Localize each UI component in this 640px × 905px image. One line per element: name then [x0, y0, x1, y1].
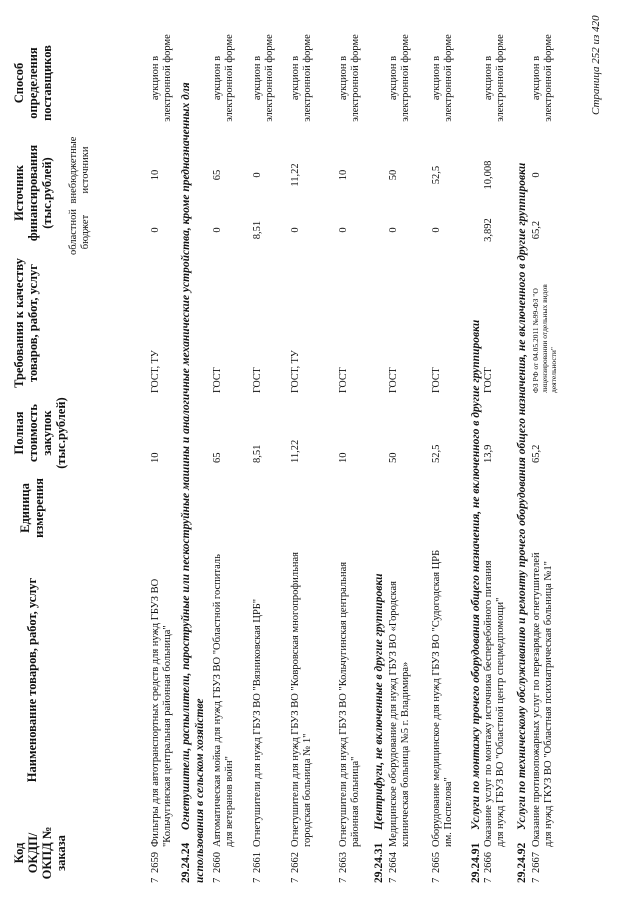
- item-requirements: ГОСТ: [388, 367, 399, 393]
- section-heading: [516, 23, 530, 883]
- header-name: Наименование товаров, работ, услуг: [25, 577, 39, 783]
- procurement-method: аукцион в электронной форме: [212, 34, 235, 122]
- source-regional-value: 0: [338, 227, 349, 233]
- row-num: 7: [338, 877, 349, 883]
- procurement-method: аукцион в электронной форме: [388, 34, 411, 122]
- section-title: Центрифуги, не включенные в другие группировки: [373, 573, 385, 830]
- item-total: 8,51: [252, 444, 263, 463]
- item-total: 52,5: [431, 444, 442, 463]
- source-extra-value: 10: [338, 169, 349, 181]
- item-name: Оборудование медицинское для нужд ГБУЗ ВО "Судогодская ЦРБ им. Поспелова": [431, 549, 454, 847]
- source-regional-value: 0: [150, 227, 161, 233]
- procurement-method: аукцион в электронной форме: [290, 34, 313, 122]
- section-title: Огнетушители, распылители, пароструйные или пескоструйные машины и аналогичные механические устройства, кроме предназначенных для использования в сельском хозяйстве: [180, 82, 206, 883]
- item-total: 13,9: [483, 444, 494, 463]
- row-num: 7: [388, 877, 399, 883]
- procurement-method: аукцион в электронной форме: [338, 34, 361, 122]
- item-name: Автоматическая мойка для нужд ГБУЗ ВО "Областной госпиталь для ветеранов войн": [212, 554, 235, 847]
- row-num: 7: [483, 877, 494, 883]
- section-heading: [470, 23, 484, 883]
- source-extra-value: 0: [531, 172, 542, 178]
- section-title: Услуги по техническому обслуживанию и ремонту прочего оборудования общего назначения, не включенного в другие группировки: [516, 162, 528, 830]
- section-heading: [180, 23, 207, 883]
- source-regional-value: 0: [212, 227, 223, 233]
- item-requirements: ГОСТ, ТУ: [150, 350, 161, 393]
- row-code: 2662: [290, 852, 301, 873]
- header-code: Код ОКДП/ ОКПД № заказа: [12, 826, 68, 880]
- procurement-method: аукцион в электронной форме: [252, 34, 275, 122]
- source-extra-value: 11,22: [290, 163, 301, 187]
- item-total: 11,22: [290, 439, 301, 463]
- source-extra-value: 65: [212, 169, 223, 181]
- source-regional-value: 8,51: [252, 220, 263, 240]
- row-code: 2665: [431, 852, 442, 873]
- source-extra-value: 0: [252, 172, 263, 178]
- header-source: Источник финансирования (тыс.рублей): [12, 144, 54, 242]
- section-title: Услуги по монтажу прочего оборудования общего назначения, не включенного в другие группировки: [470, 319, 482, 830]
- item-requirements: ГОСТ: [483, 367, 494, 393]
- row-code: 2664: [388, 852, 399, 873]
- row-code: 2659: [150, 852, 161, 873]
- source-regional-value: 0: [388, 227, 399, 233]
- row-num: 7: [252, 877, 263, 883]
- page-footer: Страница 252 из 420: [590, 15, 602, 115]
- row-code: 2661: [252, 852, 263, 873]
- row-code: 2667: [531, 852, 542, 873]
- procurement-method: аукцион в электронной форме: [531, 34, 554, 122]
- procurement-method: аукцион в электронной форме: [431, 34, 454, 122]
- header-source-extra: внебюджетные источники: [68, 136, 91, 204]
- source-regional-value: 3,892: [483, 218, 494, 242]
- item-name: Оказание противопожарных услуг по перезарядке огнетушителей для нужд ГКУЗ ВО "Областная психиатрическая больница №1": [531, 552, 554, 847]
- source-regional-value: 0: [290, 227, 301, 233]
- item-requirements: ФЗ РФ от 04.05.2011 №99-ФЗ "О лицензировании отдельных видов деятельности": [531, 284, 558, 393]
- source-regional-value: 0: [431, 227, 442, 233]
- source-extra-value: 10: [150, 169, 161, 181]
- item-total: 65,2: [531, 444, 542, 463]
- item-total: 10: [150, 452, 161, 463]
- header-requirements: Требования к качеству товаров, работ, услуг: [12, 258, 40, 388]
- source-extra-value: 50: [388, 169, 399, 181]
- item-name: Огнетушители для нужд ГБУЗ ВО "Вязниковская ЦРБ": [252, 598, 263, 847]
- row-num: 7: [290, 877, 301, 883]
- row-num: 7: [431, 877, 442, 883]
- item-name: Огнетушители для нужд ГБУЗ ВО "Ковровская многопрофильная городская больница № 1": [290, 552, 313, 847]
- item-requirements: ГОСТ, ТУ: [290, 350, 301, 393]
- procurement-method: аукцион в электронной форме: [483, 34, 506, 122]
- item-name: Оказание услуг по монтажу источника бесперебойного питания для нужд ГБУЗ ВО "Областной центр спецмедпомощи": [483, 560, 506, 847]
- item-total: 65: [212, 452, 223, 463]
- item-requirements: ГОСТ: [431, 367, 442, 393]
- row-code: 2663: [338, 852, 349, 873]
- row-code: 2666: [483, 852, 494, 873]
- header-total: Полная стоимость закупок (тыс.рублей): [12, 397, 68, 469]
- section-code: 29.24.91: [470, 842, 482, 883]
- item-requirements: ГОСТ: [252, 367, 263, 393]
- row-code: 2660: [212, 852, 223, 873]
- row-num: 7: [531, 877, 542, 883]
- section-heading: [373, 23, 387, 883]
- header-unit: Единица измерения: [18, 478, 46, 538]
- section-code: 29.24.31: [373, 842, 385, 883]
- source-regional-value: 65,2: [531, 220, 542, 240]
- item-requirements: ГОСТ: [212, 367, 223, 393]
- header-source-regional: областной бюджет: [68, 209, 91, 255]
- row-num: 7: [212, 877, 223, 883]
- header-method: Способ определения поставщиков: [12, 45, 54, 121]
- section-code: 29.24.92: [516, 842, 528, 883]
- item-name: Фильтры для автотранспортных средств для нужд ГБУЗ ВО "Кольчугинская центральная районная больница": [150, 578, 173, 847]
- item-name: Огнетушители для нужд ГБУЗ ВО "Кольчугинская центральная районная больница": [338, 561, 361, 847]
- source-extra-value: 52,5: [431, 165, 442, 185]
- item-total: 50: [388, 452, 399, 463]
- item-requirements: ГОСТ: [338, 367, 349, 393]
- source-extra-value: 10,008: [483, 160, 494, 190]
- item-name: Медицинское оборудование для нужд ГБУЗ ВО «Городская клиническая больница №5 г. Владимира»: [388, 581, 411, 847]
- section-code: 29.24.24: [180, 842, 192, 883]
- row-num: 7: [150, 877, 161, 883]
- procurement-method: аукцион в электронной форме: [150, 34, 173, 122]
- item-total: 10: [338, 452, 349, 463]
